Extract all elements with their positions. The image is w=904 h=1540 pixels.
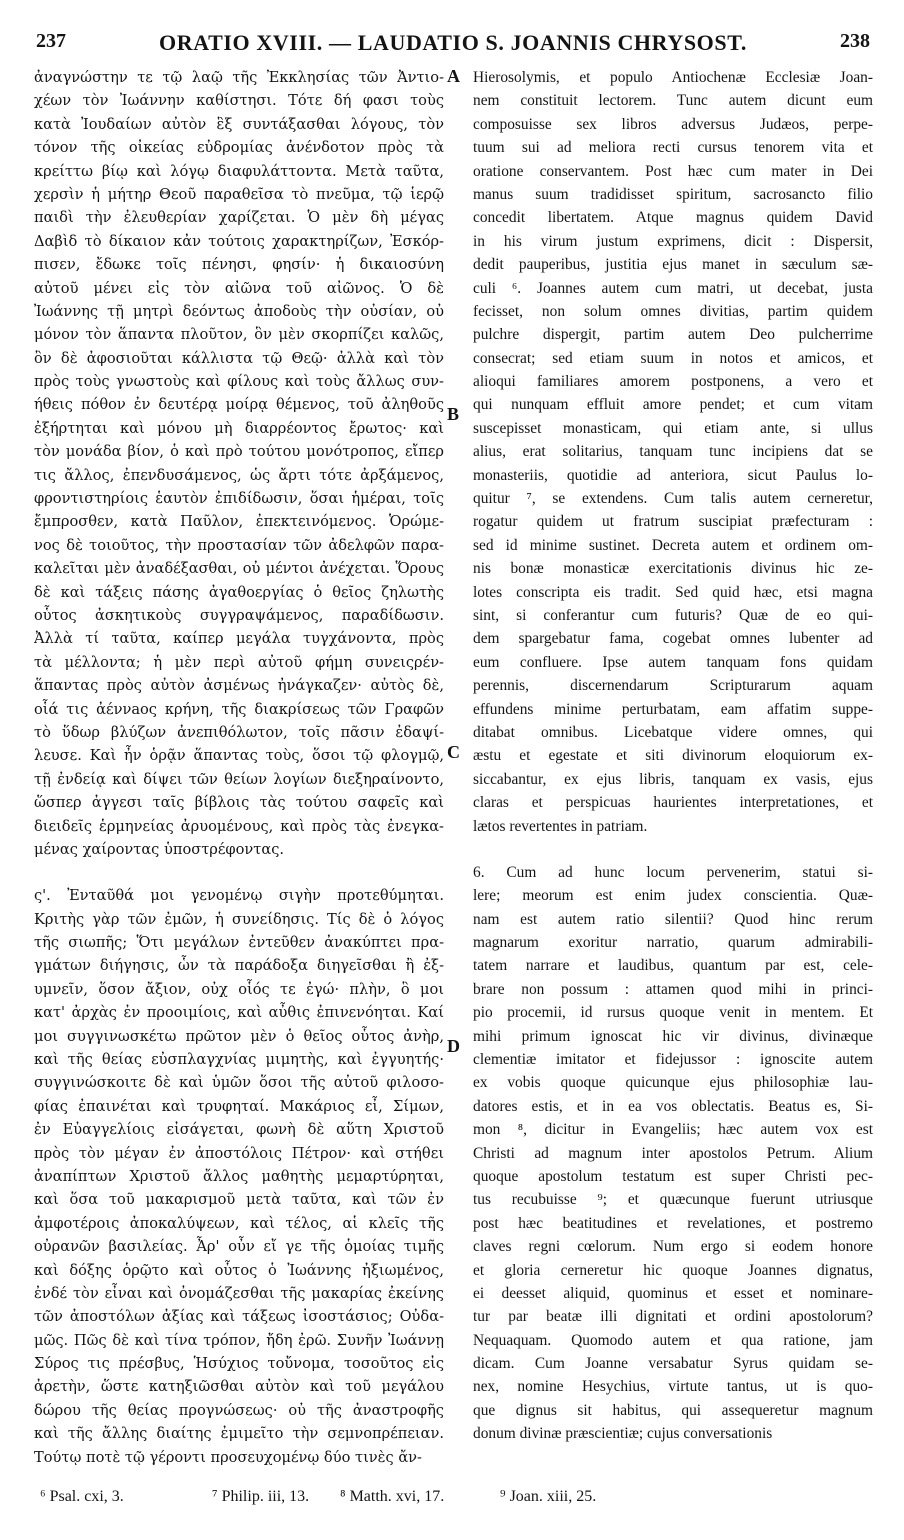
text-line: ἀναπίπτων Χριστοῦ ἄλλος μαθητὴς μεμαρτύρηται, (34, 1167, 444, 1185)
text-line: Nequaquam. Quomodo autem et qua ratione, jam (473, 1331, 873, 1349)
text-line: καλεῖται μὲν ἀναδέξασθαι, οὐ μέντοι ἀνέχεται. Ὅρους (34, 560, 444, 578)
text-line: τῇ ἐνδείᾳ καὶ δίψει τῶν θείων λογίων διεξηραίνοντο, (34, 770, 444, 788)
text-line: πρὸς τοὺς γνωστοὺς καὶ φίλους καὶ τοὺς ἄλλως συν- (34, 373, 444, 391)
text-line: αὐτοῦ μένει εἰς τὸν αἰῶνα τοῦ αἰῶνος. Ὁ δὲ (34, 279, 444, 297)
text-line: τόνον τῆς οἰκείας εὐδρομίας ἀνένδοτον πρὸς τὰ (34, 139, 444, 157)
text-line: τὸν μονάδα βίον, ὁ καὶ πρὸ τούτου μονότροπος, εἴπερ (34, 443, 444, 461)
text-line: claves regni cœlorum. Num ergo si eodem honore (473, 1238, 873, 1256)
text-line: ἀναγνώστην τε τῷ λαῷ τῆς Ἐκκλησίας τῶν Ἀντιο- (34, 69, 444, 86)
text-line: οὐρανῶν βασιλείας. Ἆρ' οὖν εἴ γε τῆς ὁμοίας τιμῆς (34, 1238, 444, 1256)
text-line: μῶς. Πῶς δὲ καὶ τίνα τρόπον, ἤδη ἐρῶ. Συνῆν Ἰωάννῃ (34, 1331, 444, 1349)
page-number-right: 238 (840, 30, 870, 52)
text-line: Ἰωάννης τῇ μητρὶ δεόντως ἀποδοὺς τὴν οὐσίαν, οὐ (34, 302, 444, 320)
text-line: dem spargebatur fama, cogebat omnes lubenter ad (473, 630, 873, 648)
footnote: ⁸ Matth. xvi, 17. (340, 1488, 445, 1505)
text-line: qui nunquam effluit amore pendet; et cum vitam (473, 396, 873, 414)
text-line: et gloria cerneretur hic quoque Joannes dignatus, (473, 1261, 873, 1279)
text-line: consecrat; sed etiam suum in notos et amicos, et (473, 349, 873, 367)
text-line: monasteriis, quotidie ad anteriora, sicut Paulus lo- (473, 466, 873, 484)
paragraph-gap (34, 861, 444, 884)
text-line: 6. Cum ad hunc locum pervenerim, statui si- (473, 863, 873, 881)
text-line: pulchre dispergit, partim autem Deo pulcherrime (473, 326, 873, 344)
text-line: πισεν, ἔδωκε τοῖς πένησι, φησίν· ἡ δικαιοσύνη (34, 256, 444, 274)
page-number-left: 237 (36, 30, 66, 52)
text-line: υμνεῖν, ὅσον ἄξιον, οὐχ οἷός τε ἐγώ· πλὴν, ὃ μοι (34, 980, 444, 998)
text-line: culi ⁶. Joannes autem cum matri, ut decebat, justa (473, 279, 873, 297)
page-title: ORATIO XVIII. — LAUDATIO S. JOANNIS CHRYSOST. (159, 30, 747, 55)
text-line: lere; meorum est enim judex conscientia. Quæ- (473, 887, 873, 905)
text-line: mihi primum ignoscat hic vir divinus, divinæque (473, 1027, 873, 1045)
text-line: mon ⁸, dicitur in Evangeliis; hæc autem vox est (473, 1121, 873, 1139)
text-line: ἐνδέ τὸν εἶναι καὶ ὀνομάζεσθαι τῆς μακαρίας ἐκείνης (34, 1284, 444, 1302)
margin-letter-a: A (447, 66, 460, 86)
text-line: æstu et egestate et siti divinorum eloquiorum ex- (473, 747, 873, 765)
margin-letter-b: B (447, 404, 460, 424)
text-line: quoque apostolum testatum est super Christi pec- (473, 1167, 873, 1185)
text-line: φίας ἐπαινέται καὶ τρυφηταί. Μακάριος εἶ, Σίμων, (34, 1097, 444, 1115)
text-line: rogatur quidem ut fratrum suscipiat præfecturam : (473, 513, 873, 531)
text-line: ήθεις πόθον ἐν δευτέρᾳ μοίρᾳ θέμενος, τοῦ ἀληθοῦς (34, 396, 444, 414)
text-line: ς'. Ἐνταῦθά μοι γενομένῳ σιγὴν προτεθύμηται. (34, 887, 444, 905)
text-line: nex, nomine Hesychius, virtute tantus, ut is quo- (473, 1378, 873, 1396)
text-line: Τούτῳ ποτὲ τῷ γέροντι προσευχομένῳ δύο τινὲς ἄν- (34, 1448, 422, 1466)
text-line: eum confluere. Ipse autem tanquam fons quidam (473, 653, 873, 671)
text-line: διειδεῖς ἑρμηνείας ἀρυομένους, καὶ πρὸς τὰς ἐνεγκα- (34, 817, 444, 835)
text-line: dedit pauperibus, justitia ejus manet in sæculum sæ- (473, 256, 873, 274)
text-line: tatem narrare et laudibus, quantum par est, cele- (473, 957, 873, 975)
text-line: χέων τὸν Ἰωάννην καθίστησι. Τότε δή φασι τοὺς (34, 92, 444, 110)
text-line: alioqui familiares amorem postponens, a vero et (473, 373, 873, 391)
greek-text-column (34, 66, 444, 1469)
text-line: manus suum tradidisset spiritum, sacrosancto filio (473, 185, 873, 203)
text-line: siccabantur, ex ejus libris, tanquam ex vasis, ejus (473, 770, 873, 788)
paragraph-gap (473, 838, 873, 861)
text-line: brare non possum : attamen quod mihi in princi- (473, 980, 873, 998)
text-line: καὶ τῆς θείας εὐσπλαγχνίας μιμητὴς, καὶ ἐγγυητής· (34, 1051, 444, 1069)
text-line: nem constituit lectorem. Tunc autem dicunt eum (473, 92, 873, 110)
text-line: μόνον τὸν ἅπαντα πλοῦτον, ὃν μὲν σκορπίζει καλῶς, (34, 326, 444, 344)
text-line: οὗτος ἀσκητικοὺς συγγραψάμενος, παραδίδωσιν. (34, 606, 444, 624)
text-line: dicam. Cum Joanne versabatur Syrus quidam se- (473, 1355, 873, 1373)
text-line: ἀμφοτέροις ἀποκαλύψεων, καὶ τέλος, αἱ κλεῖς τῆς (34, 1214, 444, 1232)
text-line: ἅπαντας πρὸς αὐτὸν ἀσμένως ἠνάγκαζεν· αὐτὸς δὲ, (34, 677, 444, 695)
text-line: τῶν ἀποστόλων ἀξίας καὶ τάξεως ἰσοστάσιος; Οὐδα- (34, 1308, 444, 1326)
text-line: κατὰ Ἰουδαίων αὐτὸν ἓξ συντάξασθαι λόγους, τὸν (34, 115, 444, 133)
text-line: donum divinæ præscientiæ; cujus conversationis (473, 1425, 773, 1443)
text-line: Hierosolymis, et populo Antiochenæ Ecclesiæ Joan- (473, 69, 873, 86)
text-line: alius, erat solitarius, tanquam tunc incipiens dat se (473, 443, 873, 461)
text-line: magnarum exoritur narratio, quarum admirabili- (473, 934, 873, 952)
text-line: oratione conservantem. Post hæc cum mater in Dei (473, 162, 873, 180)
text-line: κατ' ἀρχὰς ἐν προοιμίοις, καὶ αὖθις ἐπινενόηται. Καί (34, 1004, 444, 1022)
text-line: quitur ⁷, se extendens. Cum talis autem cerneretur, (473, 490, 873, 508)
text-line: clementiæ imitator et fidejussor : ignoscite autem (473, 1051, 873, 1069)
text-line: ἐξήρτηται καὶ μόνου μὴ διαρρέοντος ἔρωτος· καὶ (34, 419, 444, 437)
text-line: ἔμπροσθεν, κατὰ Παῦλον, ἐπεκτεινόμενος. Ὁρώμε- (34, 513, 444, 531)
text-line: δώρου τῆς θείας προγνώσεως· οὐ τῆς ἀναστροφῆς (34, 1401, 444, 1419)
text-line: sed id minime sustinet. Decreta autem et ordinem om- (473, 536, 873, 554)
margin-letter-c: C (447, 742, 460, 762)
text-line: φροντιστηρίοις ἑαυτὸν ἐπιδίδωσιν, ὅσαι ἡμέραι, τοῖς (34, 490, 444, 508)
text-line: πρὸς τὸν μέγαν ἐν ἀποστόλοις Πέτρον· καὶ στήθει (34, 1144, 444, 1162)
latin-text-column (473, 66, 873, 1446)
text-line: post hæc beatitudines et revelationes, et postremo (473, 1214, 873, 1232)
text-line: ditabat omnibus. Licebatque videre omnes, qui (473, 723, 873, 741)
text-line: claras et perspicuas haurientes interpretationes, et (473, 794, 873, 812)
text-line: tus recubuisse ⁹; et quæcunque fuerunt utriusque (473, 1191, 873, 1209)
text-line: ex vobis quoque quicunque ejus philosophiæ lau- (473, 1074, 873, 1092)
text-line: effundens minime perturbatam, eam affatim suppe- (473, 700, 873, 718)
text-line: Ἀλλὰ τί ταῦτα, καίπερ μεγάλα τυγχάνοντα, πρὸς (34, 630, 444, 648)
text-line: fecisset, non solum omnes divitias, partim quidem (473, 302, 873, 320)
footnote: ⁹ Joan. xiii, 25. (500, 1488, 597, 1505)
text-line: ἐν Εὐαγγελίοις εἰσάγεται, φωνὴ δὲ αὕτη Χριστοῦ (34, 1121, 444, 1139)
text-line: Σύρος τις πρέσβυς, Ἡσύχιος τοὔνομα, τοσοῦτος εἰς (34, 1355, 444, 1373)
text-line: τῆς σιωπῆς; Ὅτι μεγάλων ἐντεῦθεν ἀνακύπτει πρα- (34, 934, 444, 952)
text-line: ὥσπερ ἀγγεσι ταῖς βίβλοις τὰς τούτου σαφεῖς καὶ (34, 794, 444, 812)
text-line: lætos revertentes in patriam. (473, 817, 648, 835)
text-line: μοι συγγινωσκέτω πρῶτον μὲν ὁ θεῖος οὗτος ἀνὴρ, (34, 1027, 444, 1045)
text-line: τις ἄλλος, ἐπενδυσάμενος, ὡς ἄρτι τότε ἀρξάμενος, (34, 466, 444, 484)
text-line: καὶ τῆς ἄλλης διαίτης ἐμιμεῖτο τὴν σεμνοπρέπειαν. (34, 1425, 444, 1443)
text-line: ὃν δὲ ἀφοσιοῦται κάλλιστα τῷ Θεῷ· ἀλλὰ καὶ τὸν (34, 349, 444, 367)
text-line: λευσε. Καὶ ἦν ὁρᾷν ἅπαντας τοὺς, ὅσοι τῷ φλογμῷ, (34, 747, 444, 765)
text-line: συγγινώσκοιτε δὲ καὶ ὑμῶν ὅσοι τῆς αὐτοῦ φιλοσο- (34, 1074, 444, 1092)
text-line: concedit libertatem. Atque magnus quidem David (473, 209, 873, 227)
margin-letter-d: D (447, 1036, 460, 1056)
text-line: ἀρετὴν, ὥστε κατηξιῶσθαι αὐτὸν καὶ τοῦ μεγάλου (34, 1378, 444, 1396)
text-line: γμάτων διήγησις, ὧν τὰ παράδοξα διηγεῖσθαι ἢ ἐξ- (34, 957, 444, 975)
text-line: sint, si conferantur cum futuris? Quæ de eo qui- (473, 606, 873, 624)
text-line: δὲ καὶ τάξεις πάσης ἀγαθοεργίας ὁ θεῖος ζηλωτὴς (34, 583, 444, 601)
text-line: χερσὶν ἡ μήτηρ Θεοῦ παραθεῖσα τὸ πνεῦμα, τῷ ἱερῷ (34, 185, 444, 203)
text-line: νος δὲ τοιοῦτος, τὴν προστασίαν τῶν ἀδελφῶν παρα- (34, 536, 444, 554)
text-line: que dignus sit habitus, qui assequeretur magnum (473, 1401, 873, 1419)
text-line: nis bonæ monasticæ exercitationis divinus hic ze- (473, 560, 873, 578)
footnote: ⁷ Philip. iii, 13. (212, 1488, 310, 1505)
text-line: nam est autem ratio silentii? Quod hinc rerum (473, 910, 873, 928)
text-line: tuum sui ad meliora recti cursus tenorem vita et (473, 139, 873, 157)
footnotes (40, 1488, 870, 1516)
text-line: Christi ad magnum inter apostolos Petrum. Alium (473, 1144, 873, 1162)
footnote: ⁶ Psal. cxi, 3. (40, 1488, 124, 1505)
text-line: lotes conscripta eis tradit. Sed quid hæc, etsi magna (473, 583, 873, 601)
text-line: composuisse sex libros adversus Judæos, perpe- (473, 115, 873, 133)
text-line: παιδὶ τὴν ἐλευθερίαν χαρίζεται. Ὁ μὲν δὴ μέγας (34, 209, 444, 227)
text-line: Δαβὶδ τὸ δίκαιον κἀν τούτοις χαρακτηρίζων, Ἐσκόρ- (34, 232, 444, 250)
text-line: τὰ μέλλοντα; ἡ μὲν περὶ αὐτοῦ φήμη συνειςρέν- (34, 653, 444, 671)
text-line: Κριτὴς γὰρ τῶν ἐμῶν, ἡ συνείδησις. Τίς δὲ ὁ λόγος (34, 910, 444, 928)
text-line: καὶ δόξης ὁρῷτο καὶ οὗτος ὁ Ἰωάννης ἠξιωμένος, (34, 1261, 444, 1279)
running-header (30, 28, 876, 62)
text-line: μένας χαίροντας ὑποστρέφοντας. (34, 840, 285, 858)
text-line: datores estis, et in ea vos oblectatis. Beatus es, Si- (473, 1097, 873, 1115)
text-line: κρείττω βίῳ καὶ λόγῳ διαφυλάττοντα. Μετὰ ταῦτα, (34, 162, 444, 180)
text-line: οἷά τις ἀέννaος κρήνη, τῆς διακρίσεως τῶν Γραφῶν (34, 700, 444, 718)
text-line: in his virum justum exprimens, dicit : Dispersit, (473, 232, 873, 250)
text-line: perennis, discernendarum Scripturarum aquam (473, 677, 873, 695)
text-line: suscepisset monasticam, qui etiam ante, si ullus (473, 419, 873, 437)
text-line: τὸ ὕδωρ βλύζων ἀνεπιθόλωτον, τοῖς πᾶσιν ἐδαψί- (34, 723, 444, 741)
text-line: pio procemii, id rursus quoque venit in mentem. Et (473, 1004, 873, 1022)
text-line: tur par beatæ illi dignitati et ordini apostolorum? (473, 1308, 873, 1326)
text-line: καὶ ὅσα τοῦ μακαρισμοῦ μετὰ ταῦτα, καὶ τῶν ἐν (34, 1191, 444, 1209)
text-line: ei deesset aliquid, quominus et esset et nominare- (473, 1284, 873, 1302)
